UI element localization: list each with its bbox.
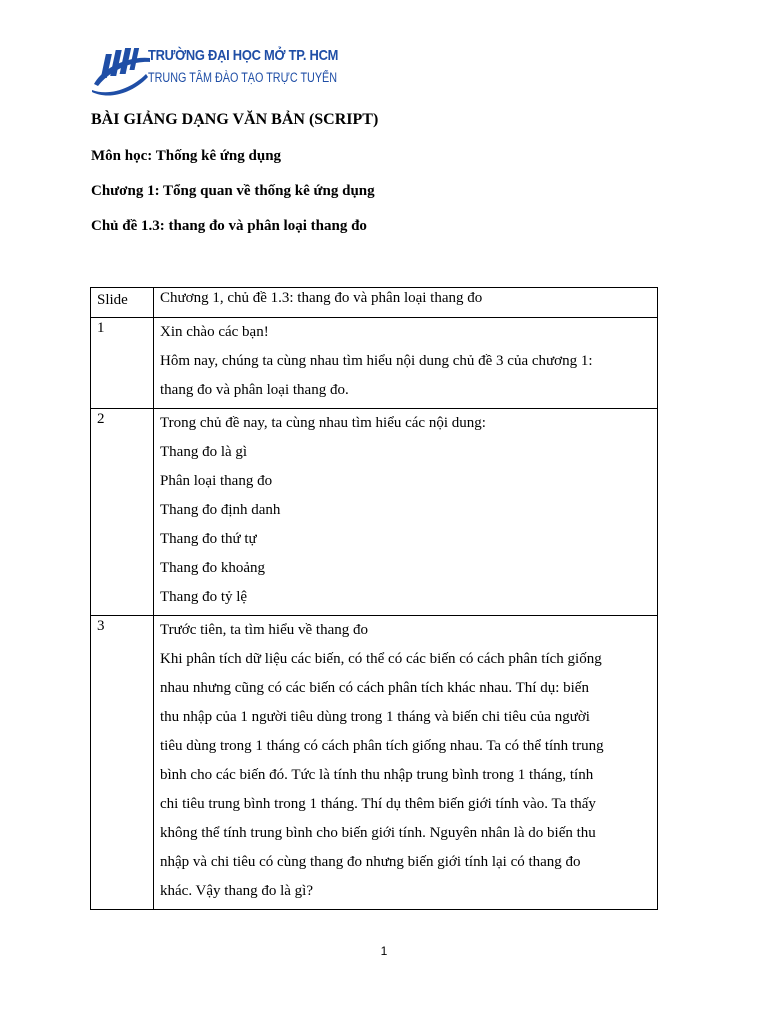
slide-number: 2 xyxy=(91,409,154,616)
slide-script xyxy=(154,318,658,409)
script-line: nhập và chi tiêu có cùng thang đo nhưng biến giới tính lại có thang đo xyxy=(160,854,581,870)
script-line: Trước tiên, ta tìm hiểu về thang đo xyxy=(160,622,368,638)
topic-line: Chủ đề 1.3: thang đo và phân loại thang đo xyxy=(91,218,367,234)
table-row xyxy=(91,318,658,409)
logo-line2: TRUNG TÂM ĐÀO TẠO TRỰC TUYẾN xyxy=(148,70,338,85)
script-line: Phân loại thang đo xyxy=(160,473,273,489)
script-line: Thang đo định danh xyxy=(160,502,281,518)
page-number: 1 xyxy=(380,944,388,958)
script-line: Thang đo khoảng xyxy=(160,560,265,576)
chapter-line: Chương 1: Tổng quan về thống kê ứng dụng xyxy=(91,183,375,199)
script-line: Thang đo tỷ lệ xyxy=(160,589,248,605)
script-table xyxy=(90,287,658,910)
header-slide: Slide xyxy=(91,288,154,318)
document-title: BÀI GIẢNG DẠNG VĂN BẢN (SCRIPT) xyxy=(91,111,379,128)
slide-number: 1 xyxy=(91,318,154,409)
script-line: Trong chủ đề nay, ta cùng nhau tìm hiểu các nội dung: xyxy=(160,415,486,431)
script-line: Xin chào các bạn! xyxy=(160,324,269,340)
logo-line1: TRƯỜNG ĐẠI HỌC MỞ TP. HCM xyxy=(148,47,339,64)
script-line: thang đo và phân loại thang đo. xyxy=(160,382,349,398)
table-header-row xyxy=(91,288,658,318)
script-line: khác. Vậy thang đo là gì? xyxy=(160,883,314,899)
script-line: Hôm nay, chúng ta cùng nhau tìm hiểu nội dung chủ đề 3 của chương 1: xyxy=(160,353,593,369)
table-row xyxy=(91,616,658,910)
script-line: thu nhập của 1 người tiêu dùng trong 1 tháng và biến chi tiêu của người xyxy=(160,709,590,725)
subject-line: Môn học: Thống kê ứng dụng xyxy=(91,148,282,164)
script-line: Thang đo là gì xyxy=(160,444,248,460)
slide-script xyxy=(154,409,658,616)
script-line: chi tiêu trung bình trong 1 tháng. Thí dụ thêm biến giới tính vào. Ta thấy xyxy=(160,796,596,812)
script-line: nhau nhưng cũng có các biến có cách phân tích khác nhau. Thí dụ: biến xyxy=(160,680,589,696)
slide-script xyxy=(154,616,658,910)
book-emblem-icon xyxy=(90,44,150,98)
script-line: bình cho các biến đó. Tức là tính thu nhập trung bình trong 1 tháng, tính xyxy=(160,767,594,783)
university-logo xyxy=(90,44,339,98)
script-line: Thang đo thứ tự xyxy=(160,531,257,547)
script-line: Khi phân tích dữ liệu các biến, có thể có các biến có cách phân tích giống xyxy=(160,651,602,667)
script-line: không thể tính trung bình cho biến giới tính. Nguyên nhân là do biến thu xyxy=(160,825,596,841)
table-row xyxy=(91,409,658,616)
script-line: tiêu dùng trong 1 tháng có cách phân tích giống nhau. Ta có thể tính trung xyxy=(160,738,604,754)
header-content: Chương 1, chủ đề 1.3: thang đo và phân loại thang đo xyxy=(154,288,658,318)
slide-number: 3 xyxy=(91,616,154,910)
